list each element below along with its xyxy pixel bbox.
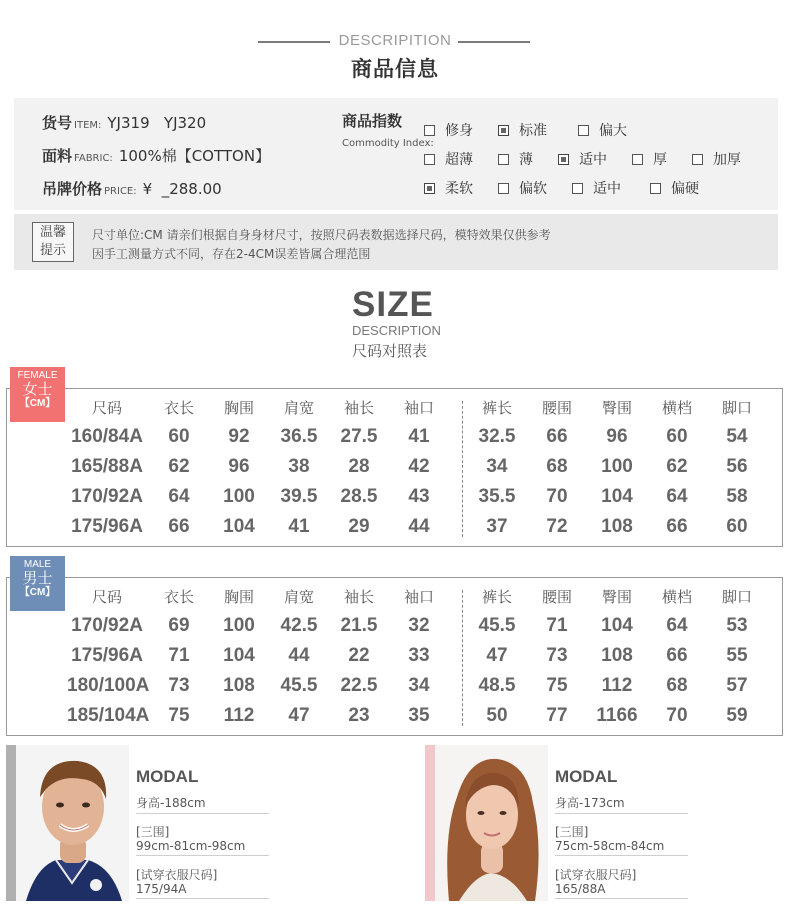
size-label-cell: 185/104A [67, 705, 150, 726]
measurement-cell: 41 [408, 426, 430, 447]
measurement-cell: 68 [666, 675, 688, 696]
section-header [0, 32, 790, 83]
index-option [498, 120, 547, 140]
measurement-cell: 28 [348, 456, 370, 477]
checked-box-icon [498, 125, 509, 136]
measurement-cell: 58 [726, 486, 748, 507]
measurement-cell: 100 [223, 615, 255, 636]
index-option-label: 修身 [445, 123, 473, 139]
measurement-cell: 64 [168, 486, 190, 507]
measurement-cell: 34 [486, 456, 508, 477]
column-header: 肩宽 [283, 399, 314, 417]
index-option-label: 柔软 [445, 181, 473, 197]
female-model-size-label: [试穿衣服尺码] [555, 868, 637, 882]
column-header: 腰围 [541, 399, 572, 417]
measurement-cell: 64 [666, 615, 688, 636]
measurement-cell: 104 [223, 516, 255, 537]
measurement-cell: 23 [348, 705, 370, 726]
column-header: 裤长 [481, 399, 512, 417]
item-label: 货号 [42, 114, 73, 132]
column-header: 衣长 [163, 399, 194, 417]
male-model-height: 身高-188cm [136, 794, 269, 814]
empty-box-icon [424, 154, 435, 165]
index-option [424, 149, 473, 169]
size-header [352, 285, 441, 361]
index-option-label: 厚 [653, 152, 667, 168]
measurement-cell: 112 [601, 675, 633, 696]
measurement-cell: 41 [288, 516, 310, 537]
index-option [692, 149, 741, 169]
empty-box-icon [632, 154, 643, 165]
fabric-label: 面料 [42, 147, 73, 165]
measurement-cell: 60 [726, 516, 748, 537]
column-header: 袖口 [403, 588, 434, 606]
model-accent-bar [425, 745, 435, 901]
size-label-cell: 180/100A [67, 675, 150, 696]
measurement-cell: 66 [666, 516, 688, 537]
measurement-cell: 75 [168, 705, 190, 726]
index-option-label: 标准 [519, 123, 547, 139]
measurement-cell: 22.5 [340, 675, 378, 696]
column-header: 肩宽 [283, 588, 314, 606]
male-model-measure-label: [三围] [136, 825, 170, 839]
size-subtitle-cn: 尺码对照表 [352, 342, 428, 360]
price-en-label: PRICE: [104, 186, 137, 197]
measurement-cell: 62 [666, 456, 688, 477]
measurement-cell: 73 [546, 645, 568, 666]
index-option [578, 120, 627, 140]
female-tag-cn: 女士 [22, 381, 53, 398]
measurement-cell: 100 [223, 486, 255, 507]
female-model-measure: 75cm-58cm-84cm [555, 839, 688, 856]
size-label-cell: 170/92A [71, 486, 143, 507]
measurement-cell: 72 [546, 516, 568, 537]
measurement-cell: 22 [348, 645, 370, 666]
measurement-cell: 71 [546, 615, 568, 636]
index-label: 商品指数 [342, 112, 403, 130]
index-option-label: 适中 [579, 152, 607, 168]
female-tag-en: FEMALE [17, 370, 58, 381]
measurement-cell: 104 [601, 615, 633, 636]
female-model-title: MODAL [555, 767, 618, 786]
measurement-cell: 60 [666, 426, 688, 447]
measurement-cell: 57 [726, 675, 748, 696]
measurement-cell: 43 [408, 486, 430, 507]
measurement-cell: 104 [601, 486, 633, 507]
empty-box-icon [692, 154, 703, 165]
measurement-cell: 64 [666, 486, 688, 507]
checked-box-icon [424, 183, 435, 194]
fabric-row [42, 145, 270, 166]
product-info-panel [14, 98, 778, 210]
column-header: 脚口 [721, 588, 752, 606]
column-header: 裤长 [481, 588, 512, 606]
measurement-cell: 60 [168, 426, 190, 447]
index-option-label: 偏硬 [671, 181, 699, 197]
index-option-label: 适中 [593, 181, 621, 197]
empty-box-icon [572, 183, 583, 194]
measurement-cell: 54 [726, 426, 748, 447]
size-label-cell: 165/88A [71, 456, 143, 477]
index-option-label: 薄 [519, 152, 533, 168]
index-option [498, 178, 547, 198]
index-option [498, 149, 533, 169]
checked-box-icon [558, 154, 569, 165]
measurement-cell: 108 [601, 516, 633, 537]
notice-line-2: 因手工测量方式不同，存在2-4CM误差皆属合理范围 [92, 247, 371, 261]
female-model-card [425, 745, 785, 905]
price-label: 吊牌价格 [42, 180, 103, 198]
female-model-photo [435, 745, 548, 901]
measurement-cell: 92 [228, 426, 250, 447]
measurement-cell: 32.5 [478, 426, 516, 447]
measurement-cell: 71 [168, 645, 190, 666]
price-row [42, 178, 222, 199]
measurement-cell: 104 [223, 645, 255, 666]
header-english-title: DESCRIPITION [338, 32, 452, 49]
measurement-cell: 35 [408, 705, 430, 726]
female-size-table [6, 388, 783, 547]
empty-box-icon [498, 154, 509, 165]
male-model-size-label: [试穿衣服尺码] [136, 868, 218, 882]
measurement-cell: 96 [228, 456, 250, 477]
column-header: 尺码 [91, 588, 122, 606]
measurement-cell: 28.5 [340, 486, 378, 507]
male-model-card [6, 745, 386, 905]
female-model-measure-label: [三围] [555, 825, 589, 839]
measurement-cell: 70 [546, 486, 568, 507]
measurement-cell: 55 [726, 645, 748, 666]
male-tag-cn: 男士 [22, 570, 53, 587]
size-label-cell: 160/84A [71, 426, 143, 447]
measurement-cell: 53 [726, 615, 748, 636]
column-divider [462, 401, 463, 537]
column-header: 横档 [661, 399, 692, 417]
female-tag [10, 367, 65, 422]
measurement-cell: 33 [408, 645, 430, 666]
empty-box-icon [498, 183, 509, 194]
measurement-cell: 68 [546, 456, 568, 477]
measurement-cell: 29 [348, 516, 370, 537]
index-en-label: Commodity Index: [342, 138, 434, 149]
model-accent-bar [6, 745, 16, 901]
measurement-cell: 108 [223, 675, 255, 696]
column-header: 衣长 [163, 588, 194, 606]
measurement-cell: 47 [486, 645, 508, 666]
empty-box-icon [650, 183, 661, 194]
price-value: ¥ _288.00 [142, 180, 222, 198]
column-header: 脚口 [721, 399, 752, 417]
measurement-cell: 32 [408, 615, 430, 636]
measurement-cell: 100 [601, 456, 633, 477]
male-model-measure: 99cm-81cm-98cm [136, 839, 269, 856]
measurement-cell: 66 [546, 426, 568, 447]
measurement-cell: 77 [546, 705, 568, 726]
female-model-height: 身高-173cm [555, 794, 688, 814]
header-line-right [458, 41, 530, 43]
measurement-cell: 39.5 [280, 486, 318, 507]
notice-tag-line1: 温馨 [39, 225, 66, 240]
measurement-cell: 37 [486, 516, 508, 537]
column-header: 胸围 [223, 399, 254, 417]
empty-box-icon [424, 125, 435, 136]
measurement-cell: 75 [546, 675, 568, 696]
column-header: 袖长 [343, 588, 374, 606]
measurement-cell: 96 [606, 426, 628, 447]
measurement-cell: 38 [288, 456, 310, 477]
measurement-cell: 42 [408, 456, 430, 477]
male-tag [10, 556, 65, 611]
measurement-cell: 59 [726, 705, 748, 726]
notice-tag [32, 222, 74, 262]
size-subtitle-en: DESCRIPTION [352, 323, 441, 338]
index-option [572, 178, 621, 198]
header-line-left [258, 41, 330, 43]
header-chinese-title: 商品信息 [351, 57, 439, 81]
measurement-cell: 36.5 [280, 426, 318, 447]
measurement-cell: 42.5 [280, 615, 318, 636]
item-en-label: ITEM: [74, 120, 102, 131]
index-option [632, 149, 667, 169]
measurement-cell: 108 [601, 645, 633, 666]
index-option-label: 加厚 [713, 152, 741, 168]
measurement-cell: 112 [223, 705, 255, 726]
measurement-cell: 69 [168, 615, 190, 636]
measurement-cell: 70 [666, 705, 688, 726]
notice-line-1: 尺寸单位:CM 请亲们根据自身身材尺寸，按照尺码表数据选择尺码，模特效果仅供参考 [92, 228, 551, 242]
measurement-cell: 27.5 [340, 426, 378, 447]
column-header: 臀围 [601, 399, 632, 417]
commodity-index-label [342, 110, 434, 150]
measurement-cell: 48.5 [478, 675, 516, 696]
measurement-cell: 1166 [596, 705, 638, 726]
male-tag-unit: 【CM】 [19, 587, 56, 598]
column-header: 胸围 [223, 588, 254, 606]
measurement-cell: 73 [168, 675, 190, 696]
notice-tag-line2: 提示 [39, 243, 66, 258]
column-header: 袖口 [403, 399, 434, 417]
measurement-cell: 44 [288, 645, 310, 666]
index-option-label: 超薄 [445, 152, 473, 168]
size-label-cell: 175/96A [71, 645, 143, 666]
measurement-cell: 56 [726, 456, 748, 477]
male-model-size: 175/94A [136, 882, 269, 899]
male-size-table [6, 577, 783, 736]
measurement-cell: 45.5 [478, 615, 516, 636]
index-option-label: 偏软 [519, 181, 547, 197]
size-label-cell: 175/96A [71, 516, 143, 537]
size-label-cell: 170/92A [71, 615, 143, 636]
index-option-label: 偏大 [599, 123, 627, 139]
item-number-row [42, 112, 206, 133]
item-value: YJ319 YJ320 [107, 114, 207, 132]
measurement-cell: 45.5 [280, 675, 318, 696]
size-title: SIZE [352, 285, 434, 324]
column-header: 尺码 [91, 399, 122, 417]
column-divider [462, 590, 463, 726]
index-option [650, 178, 699, 198]
female-model-size: 165/88A [555, 882, 688, 899]
index-option [558, 149, 607, 169]
measurement-cell: 66 [168, 516, 190, 537]
measurement-cell: 44 [408, 516, 430, 537]
fabric-en-label: FABRIC: [74, 153, 113, 164]
column-header: 臀围 [601, 588, 632, 606]
male-model-photo [16, 745, 129, 901]
female-tag-unit: 【CM】 [19, 398, 56, 409]
fabric-value: 100%棉【COTTON】 [118, 147, 271, 165]
male-tag-en: MALE [23, 559, 52, 570]
measurement-cell: 66 [666, 645, 688, 666]
index-option [424, 120, 473, 140]
measurement-cell: 47 [288, 705, 310, 726]
measurement-cell: 21.5 [340, 615, 378, 636]
measurement-cell: 35.5 [478, 486, 516, 507]
index-option [424, 178, 473, 198]
column-header: 袖长 [343, 399, 374, 417]
column-header: 腰围 [541, 588, 572, 606]
measurement-cell: 50 [486, 705, 508, 726]
column-header: 横档 [661, 588, 692, 606]
empty-box-icon [578, 125, 589, 136]
male-model-title: MODAL [136, 767, 199, 786]
measurement-cell: 34 [408, 675, 430, 696]
measurement-cell: 62 [168, 456, 190, 477]
notice-panel [14, 214, 778, 270]
